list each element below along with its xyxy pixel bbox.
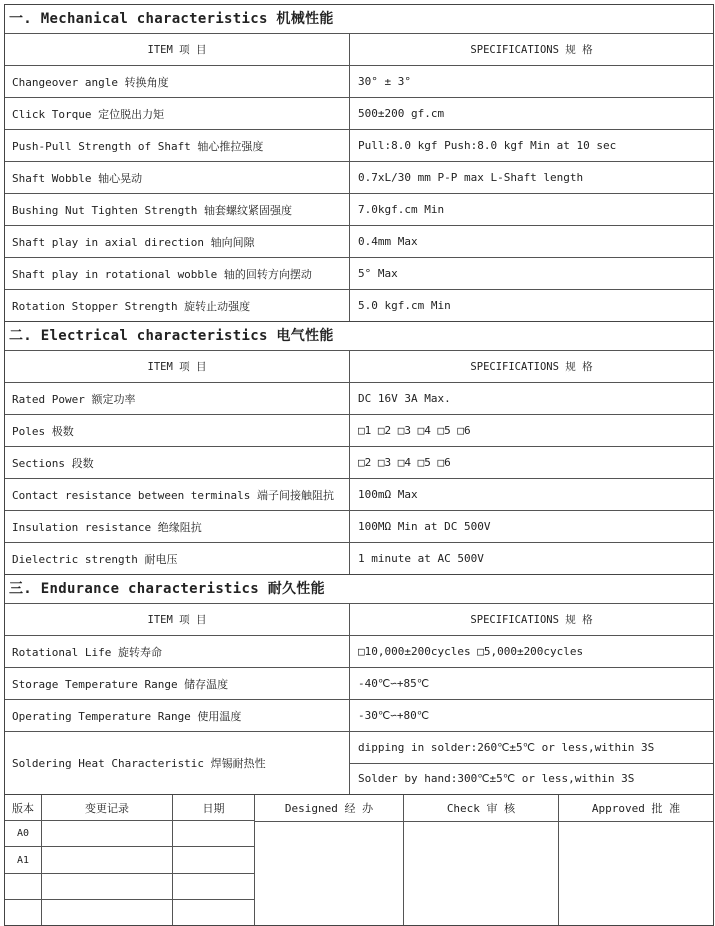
item-cell: Bushing Nut Tighten Strength 轴套螺纹紧固强度 [5, 194, 350, 225]
table-header [5, 603, 713, 635]
spec-header: SPECIFICATIONS 规 格 [470, 614, 593, 626]
spec-cell: DC 16V 3A Max. [358, 392, 451, 405]
date-cell[interactable] [173, 900, 254, 925]
spec-header: SPECIFICATIONS 规 格 [470, 44, 593, 56]
check-header: Check 审 核 [404, 795, 558, 822]
item-header: ITEM 项 目 [5, 604, 350, 635]
table-row [5, 635, 713, 667]
table-row [5, 161, 713, 193]
spec-header: SPECIFICATIONS 规 格 [470, 361, 593, 373]
item-cell: Rotational Life 旋转寿命 [5, 636, 350, 667]
version-cell [5, 900, 41, 925]
table-row [5, 129, 713, 161]
change-record-cell[interactable] [42, 874, 172, 900]
item-cell: Soldering Heat Characteristic 焊锡耐热性 [5, 732, 350, 794]
spec-cell-dipping: dipping in solder:260℃±5℃ or less,within 3S [358, 740, 655, 754]
date-cell[interactable] [173, 821, 254, 847]
change-record-header: 变更记录 [42, 795, 172, 821]
section-title-electrical: 二. Electrical characteristics 电气性能 [5, 321, 713, 350]
version-column [5, 795, 42, 925]
sections-options[interactable]: □2 □3 □4 □5 □6 [358, 456, 451, 469]
spec-cell: 0.7xL/30 mm P-P max L-Shaft length [358, 171, 584, 184]
spec-cell: 5° Max [358, 267, 398, 280]
table-row [5, 699, 713, 731]
change-record-cell[interactable] [42, 900, 172, 925]
item-cell: Insulation resistance 绝缘阻抗 [5, 511, 350, 542]
version-cell [5, 874, 41, 900]
item-cell: Push-Pull Strength of Shaft 轴心推拉强度 [5, 130, 350, 161]
spec-sheet [4, 4, 714, 926]
designed-column [255, 795, 404, 925]
item-cell: Poles 极数 [5, 415, 350, 446]
check-column [404, 795, 559, 925]
table-row [5, 97, 713, 129]
item-cell: Click Torque 定位脱出力矩 [5, 98, 350, 129]
item-cell: Storage Temperature Range 储存温度 [5, 668, 350, 699]
approved-signature-area[interactable] [559, 822, 713, 925]
item-cell: Rated Power 额定功率 [5, 383, 350, 414]
spec-cell: 5.0 kgf.cm Min [358, 299, 451, 312]
spec-cell: -40℃∽+85℃ [358, 677, 430, 690]
spec-cell: 30° ± 3° [358, 75, 411, 88]
section-title-endurance: 三. Endurance characteristics 耐久性能 [5, 574, 713, 603]
table-row [5, 510, 713, 542]
spec-cell: 100MΩ Min at DC 500V [358, 520, 491, 533]
spec-cell: -30℃∽+80℃ [358, 709, 430, 722]
table-row [5, 289, 713, 321]
date-column [173, 795, 255, 925]
item-cell: Changeover angle 转换角度 [5, 66, 350, 97]
poles-options[interactable]: □1 □2 □3 □4 □5 □6 [358, 424, 471, 437]
approved-header: Approved 批 准 [559, 795, 713, 822]
table-header [5, 350, 713, 382]
table-row [5, 225, 713, 257]
change-record-cell[interactable] [42, 847, 172, 873]
table-row [5, 257, 713, 289]
table-row [5, 446, 713, 478]
item-cell: Operating Temperature Range 使用温度 [5, 700, 350, 731]
change-record-cell[interactable] [42, 821, 172, 847]
revision-approval-table [5, 794, 713, 925]
item-cell: Shaft Wobble 轴心晃动 [5, 162, 350, 193]
item-cell: Contact resistance between terminals 端子间接触阻抗 [5, 479, 350, 510]
date-header: 日期 [173, 795, 254, 821]
table-row [5, 382, 713, 414]
item-cell: Shaft play in rotational wobble 轴的回转方向摆动 [5, 258, 350, 289]
spec-cell: 1 minute at AC 500V [358, 552, 484, 565]
item-cell: Rotation Stopper Strength 旋转止动强度 [5, 290, 350, 321]
item-header: ITEM 项 目 [5, 351, 350, 382]
table-row [5, 193, 713, 225]
section-title-mechanical: 一. Mechanical characteristics 机械性能 [5, 4, 713, 33]
version-cell: A1 [5, 847, 41, 873]
table-row [5, 542, 713, 574]
table-row [5, 478, 713, 510]
designed-signature-area[interactable] [255, 822, 403, 925]
designed-header: Designed 经 办 [255, 795, 403, 822]
spec-cell: 7.0kgf.cm Min [358, 203, 445, 216]
spec-cell: 500±200 gf.cm [358, 107, 445, 120]
spec-cell: 100mΩ Max [358, 488, 418, 501]
item-header: ITEM 项 目 [5, 34, 350, 65]
change-record-column [42, 795, 173, 925]
table-header [5, 33, 713, 65]
spec-cell: 0.4mm Max [358, 235, 418, 248]
life-options[interactable]: □10,000±200cycles □5,000±200cycles [358, 645, 584, 658]
date-cell[interactable] [173, 847, 254, 873]
table-row [5, 667, 713, 699]
item-cell: Dielectric strength 耐电压 [5, 543, 350, 574]
approved-column [559, 795, 713, 925]
version-header: 版本 [5, 795, 41, 821]
spec-cell-hand: Solder by hand:300℃±5℃ or less,within 3S [350, 763, 713, 795]
check-signature-area[interactable] [404, 822, 558, 925]
item-cell: Shaft play in axial direction 轴向间隙 [5, 226, 350, 257]
date-cell[interactable] [173, 874, 254, 900]
table-row [5, 414, 713, 446]
table-row-soldering [5, 731, 713, 794]
version-cell: A0 [5, 821, 41, 847]
spec-cell: Pull:8.0 kgf Push:8.0 kgf Min at 10 sec [358, 139, 617, 152]
table-row [5, 65, 713, 97]
item-cell: Sections 段数 [5, 447, 350, 478]
